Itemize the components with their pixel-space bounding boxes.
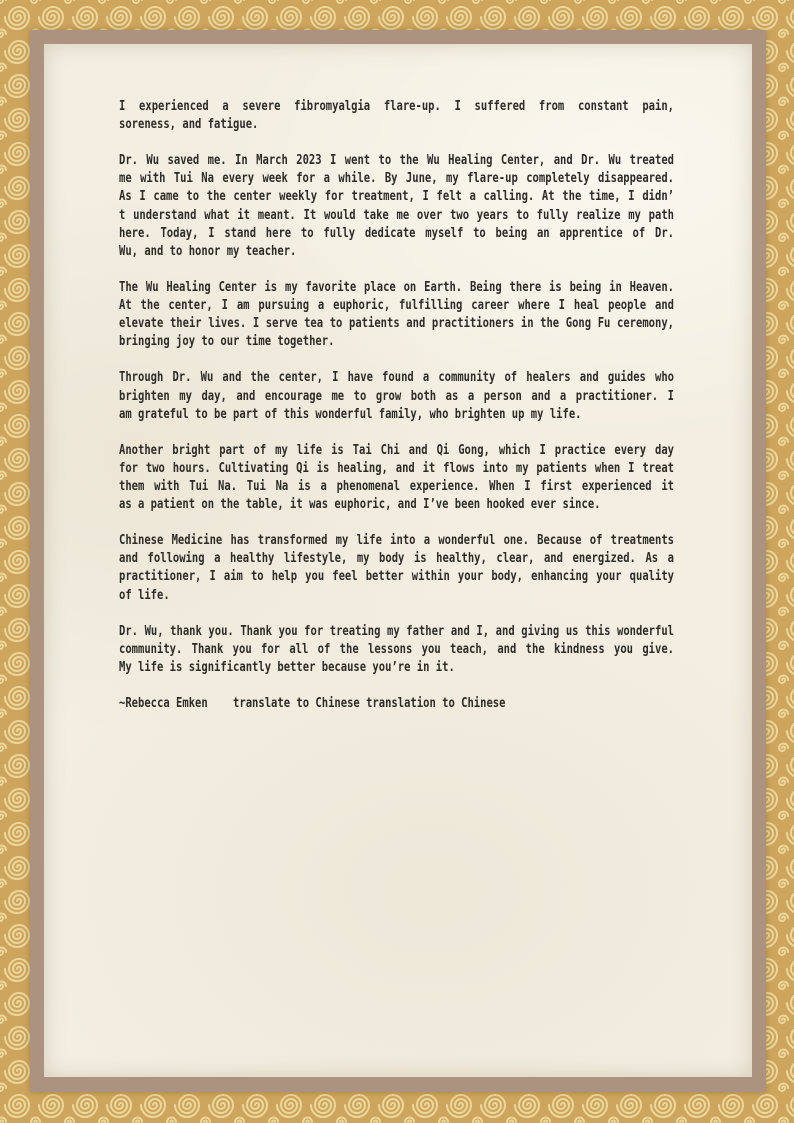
letter-paragraph — [119, 278, 674, 350]
letter-paragraph — [119, 368, 674, 422]
letter-line: as a patient on the table, it was euphoric, and I’ve been hooked ever since. — [119, 496, 601, 513]
letter-line: here. Today, I stand here to fully dedicate myself to being an apprentice of Dr. — [119, 224, 675, 241]
signature-line: ~Rebecca Emken translate to Chinese translation to Chinese — [119, 695, 506, 712]
letter-line: Another bright part of my life is Tai Chi and Qi Gong, which I practice every day — [119, 441, 675, 458]
letter-line: Dr. Wu saved me. In March 2023 I went to the Wu Healing Center, and Dr. Wu treated — [119, 152, 675, 169]
letter-paragraph — [119, 441, 674, 513]
letter-paragraph — [119, 622, 674, 676]
letter-line: Chinese Medicine has transformed my life into a wonderful one. Because of treatments — [119, 532, 675, 549]
letter-line: elevate their lives. I serve tea to patients and practitioners in the Gong Fu ceremony, — [119, 315, 675, 332]
letter-line: I experienced a severe fibromyalgia flare-up. I suffered from constant pain, — [119, 98, 675, 114]
letter-body — [119, 97, 674, 712]
letter-line: community. Thank you for all of the lessons you teach, and the kindness you give. — [119, 640, 675, 657]
letter-line: t understand what it meant. It would take me over two years to fully realize my path — [119, 206, 675, 223]
letter-line: of life. — [119, 586, 170, 603]
letter-line: am grateful to be part of this wonderful family, who brighten up my life. — [119, 405, 582, 422]
letter-line: me with Tui Na every week for a while. By June, my flare-up completely disappeared. — [119, 170, 675, 187]
letter-paper — [44, 44, 752, 1077]
letter-paragraph — [119, 151, 674, 260]
letter-line: At the center, I am pursuing a euphoric, fulfilling career where I heal people and — [119, 297, 675, 314]
letter-line: and following a healthy lifestyle, my body is healthy, clear, and energized. As a — [119, 550, 675, 567]
signature-paragraph — [119, 694, 674, 712]
letter-line: practitioner, I aim to help you feel better within your body, enhancing your quality — [119, 568, 675, 585]
letter-line: brighten my day, and encourage me to grow both as a person and a practitioner. I — [119, 387, 675, 404]
letter-line: for two hours. Cultivating Qi is healing, and it flows into my patients when I treat — [119, 459, 675, 476]
letter-line: soreness, and fatigue. — [119, 116, 259, 133]
letter-line: them with Tui Na. Tui Na is a phenomenal experience. When I first experienced it — [119, 477, 675, 494]
letter-line: bringing joy to our time together. — [119, 333, 335, 350]
letter-line: Dr. Wu, thank you. Thank you for treating my father and I, and giving us this wonderful — [119, 622, 675, 639]
letter-line: The Wu Healing Center is my favorite place on Earth. Being there is being in Heaven. — [119, 278, 675, 295]
letter-line: My life is significantly better because you’re in it. — [119, 658, 455, 675]
letter-line: As I came to the center weekly for treatment, I felt a calling. At the time, I didn’ — [119, 188, 675, 205]
letter-line: Wu, and to honor my teacher. — [119, 242, 297, 259]
letter-paragraph — [119, 97, 674, 133]
letter-paragraph — [119, 531, 674, 603]
letter-line: Through Dr. Wu and the center, I have found a community of healers and guides who — [119, 369, 675, 386]
